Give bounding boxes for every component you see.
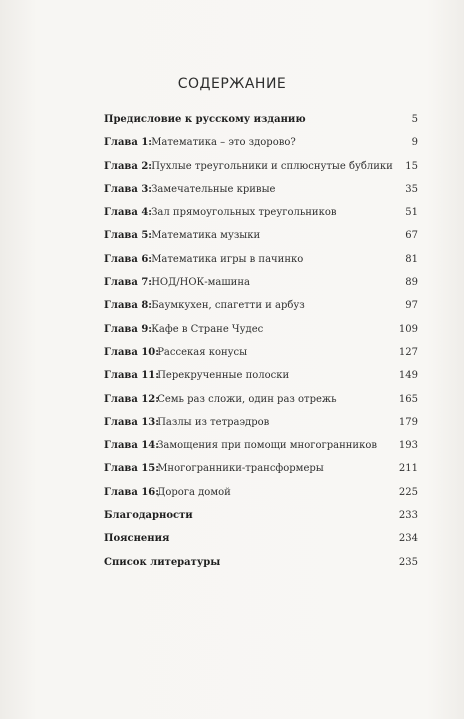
toc-entry-page: 225 [398,486,418,498]
toc-entry-page: 109 [398,323,418,335]
toc-entry-title: Дорога домой [157,486,231,498]
toc-entry [104,201,418,224]
toc-entry-page: 235 [398,556,418,568]
toc-entry-label: Глава 2: [104,160,152,172]
toc-entry [104,224,418,247]
toc-entry-title: Пухлые треугольники и сплюснутые бублики [151,160,393,172]
toc-entry-page: 35 [405,183,418,195]
toc-entry [104,457,418,480]
toc-entry-label: Глава 8: [104,300,152,312]
toc-entry [104,318,418,341]
toc-entry-label: Предисловие к русскому изданию [104,114,306,125]
toc-entry-label: Глава 12: [104,393,159,405]
toc-entry-title: Математика музыки [151,230,261,242]
toc-entry-label: Глава 11: [104,370,159,382]
toc-entry [104,527,418,550]
toc-entry-label: Глава 5: [104,230,152,242]
toc-entry [104,481,418,504]
toc-entry-page: 149 [398,370,418,382]
toc-entry-title: Перекрученные полоски [157,370,290,382]
toc-entry-page: 165 [398,393,418,405]
toc-entry-page: 67 [405,230,418,242]
toc-entry-title: Замощения при помощи многогранников [157,440,377,452]
toc-entry-page: 51 [405,207,418,219]
toc-entry-label: Глава 6: [104,253,152,265]
toc-entry-title: Многогранники-трансформеры [157,463,324,475]
toc-entry [104,131,418,154]
toc-entry-page: 15 [405,160,418,172]
toc-entry [104,341,418,364]
page-title: СОДЕРЖАНИЕ [177,76,287,92]
toc-entry-label: Глава 15: [104,463,159,475]
toc-entry-label: Глава 14: [104,440,159,452]
toc-entry-page: 179 [398,416,418,428]
toc-entry-page: 81 [405,253,418,265]
toc-entry-title: Зал прямоугольных треугольников [151,207,337,219]
toc-entry-title: Кафе в Стране Чудес [151,323,264,335]
toc-entry-title: Семь раз сложи, один раз отрежь [157,393,337,405]
toc-entry-title: Математика игры в пачинко [151,253,304,265]
toc-entry [104,434,418,457]
toc-entry-page: 233 [398,510,418,522]
toc-entry-label: Глава 9: [104,323,152,335]
toc-entry-label: Глава 4: [104,207,152,219]
toc-entry [104,108,418,131]
toc-entry-label: Список литературы [104,556,221,568]
toc-entry [104,504,418,527]
toc-entry-label: Глава 13: [104,416,159,428]
toc-entry [104,411,418,434]
toc-entry-page: 97 [405,300,418,312]
toc-entry-page: 193 [398,440,418,452]
toc-entry-title: НОД/НОК-машина [151,277,250,289]
toc-entry-page: 9 [411,137,418,149]
toc-entry-label: Глава 1: [104,137,152,149]
toc-entry-label: Глава 3: [104,183,152,195]
toc-entry [104,178,418,201]
toc-entry-page: 89 [405,277,418,289]
toc-entry [104,271,418,294]
toc-entry-title: Рассекая конусы [157,346,248,358]
toc-entry [104,248,418,271]
toc-entry [104,364,418,387]
toc-entry-title: Баумкухен, спагетти и арбуз [151,300,305,312]
toc-entry-page: 5 [411,114,418,125]
toc-entry-label: Пояснения [104,533,170,545]
table-of-contents [104,108,418,574]
toc-entry-title: Замечательные кривые [151,183,276,195]
toc-entry-label: Глава 7: [104,277,152,289]
toc-entry [104,551,418,574]
toc-entry-title: Математика – это здорово? [151,137,296,149]
toc-entry [104,294,418,317]
toc-entry-label: Глава 10: [104,346,159,358]
toc-entry-title: Пазлы из тетраэдров [157,416,270,428]
toc-entry [104,155,418,178]
toc-entry [104,388,418,411]
toc-entry-label: Благодарности [104,510,193,522]
toc-entry-label: Глава 16: [104,486,159,498]
toc-entry-page: 234 [398,533,418,545]
toc-entry-page: 127 [398,346,418,358]
toc-entry-page: 211 [398,463,418,475]
